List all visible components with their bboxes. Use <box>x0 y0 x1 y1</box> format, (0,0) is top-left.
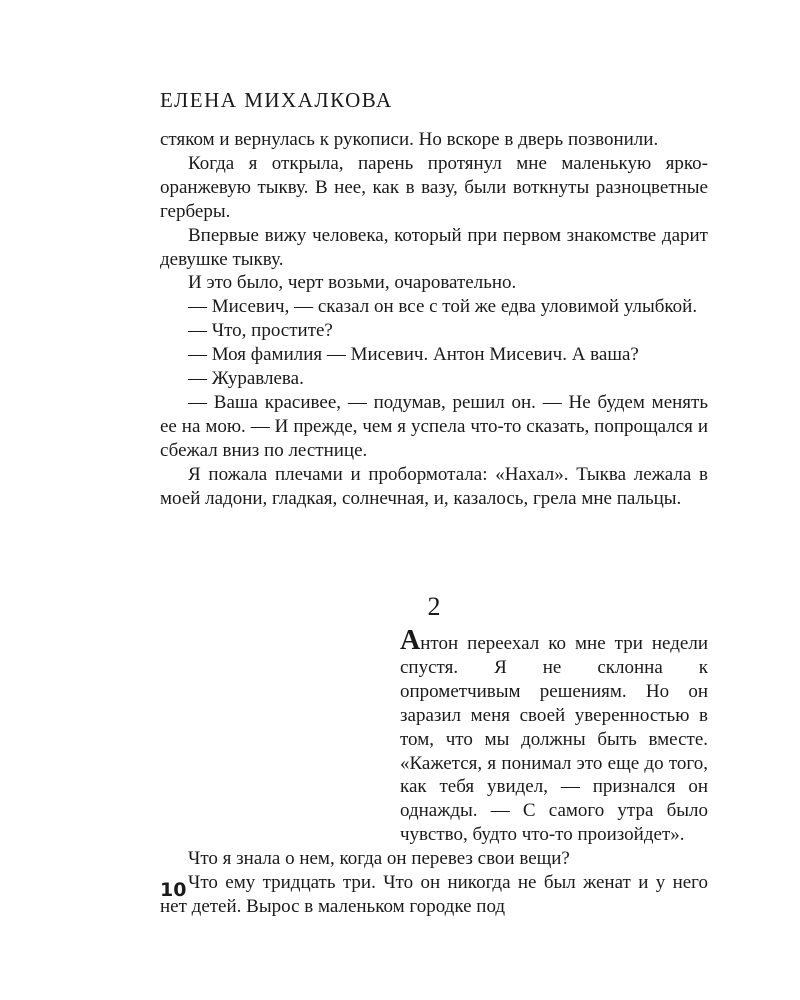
drop-cap-letter: А <box>400 625 421 656</box>
paragraph: Я пожала плечами и пробормотала: «Нахал». Тыква лежала в моей ладони, гладкая, солнечная, и, казалось, грела мне пальцы. <box>160 463 708 509</box>
paragraph: Что ему тридцать три. Что он никогда не был женат и у него нет детей. Вырос в маленьком городке под <box>160 872 708 917</box>
text-block-chapter <box>160 625 708 919</box>
chapter-number: 2 <box>427 592 441 621</box>
chapter-opening-paragraph <box>160 625 708 847</box>
paragraph: Что я знала о нем, когда он перевез свои вещи? <box>188 848 570 870</box>
running-header-author: ЕЛЕНА МИХАЛКОВА <box>160 88 393 112</box>
chapter-opening-text: нтон переехал ко мне три недели спустя. Я не склонна к опрометчивым решениям. Но он заразил меня своей уверенностью в том, что мы должны быть вместе. «Кажется, я понимал это еще до того, как тебя увидел, — признался он однажды. — С самого утра было чувство, будто что-то произойдет». <box>400 633 708 846</box>
page-number: 10 <box>160 879 187 901</box>
paragraph: — Моя фамилия — Мисевич. Антон Мисевич. А ваша? <box>188 344 639 366</box>
paragraph: Когда я открыла, парень протянул мне маленькую ярко-оранжевую тыкву. В нее, как в вазу, были воткнуты разноцветные герберы. <box>160 152 708 222</box>
paragraph: Впервые вижу человека, который при первом знакомстве дарит девушке тыкву. <box>160 224 708 270</box>
paragraph: — Ваша красивее, — подумав, решил он. — Не будем менять ее на мою. — И прежде, чем я успела что-то сказать, попрощался и сбежал вниз по лестнице. <box>160 391 708 461</box>
text-block-top <box>160 128 708 511</box>
paragraph: стяком и вернулась к рукописи. Но вскоре в дверь позвонили. <box>160 129 659 150</box>
paragraph: — Мисевич, — сказал он все с той же едва уловимой улыбкой. <box>188 296 698 318</box>
paragraph: — Журавлева. <box>188 368 304 390</box>
paragraph: — Что, простите? <box>188 320 333 342</box>
paragraph: И это было, черт возьми, очаровательно. <box>188 272 517 294</box>
